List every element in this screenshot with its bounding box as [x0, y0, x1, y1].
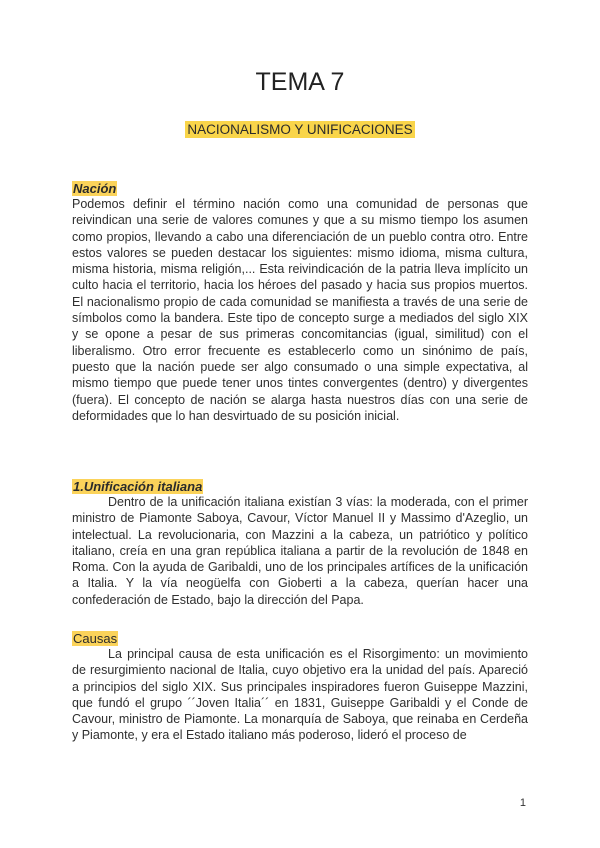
- page-number: 1: [519, 797, 526, 809]
- section-heading: [72, 181, 528, 196]
- subtitle-highlight: NACIONALISMO Y UNIFICACIONES: [187, 122, 413, 137]
- section-nacion: [72, 181, 528, 424]
- section-heading: [72, 479, 528, 494]
- heading-highlight: Causas: [73, 631, 118, 646]
- page-subtitle: [0, 122, 600, 137]
- section-paragraph: Dentro de la unificación italiana existían 3 vías: la moderada, con el primer ministro de Piamonte Saboya, Cavour, Víctor Manuel II y Massimo d'Azeglio, un intelectual. La revolucionaria, con Mazzini a la cabeza, un patriótico y político italiano, creía en una gran república italiana a partir de la revolución de 1848 en Roma. Con la ayuda de Garibaldi, uno de los principales artífices de la unificación a Italia. Y la vía neogüelfa con Gioberti a la cabeza, querían hacer una confederación de Estado, bajo la dirección del Papa.: [72, 495, 528, 607]
- section-paragraph: Podemos definir el término nación como una comunidad de personas que reivindican una serie de valores comunes y que a su mismo tiempo los asumen como propios, llevando a cabo una diferenciación de un pueblo contra otro. Entre estos valores se pueden destacar los siguientes: mismo idioma, misma cultura, misma historia, misma religión,... Esta reivindicación de la patria lleva implícito un culto hacia el territorio, hacia los héroes del pasado y hacia sus propios muertos. El nacionalismo propio de cada comunidad se manifiesta a través de una serie de símbolos como la bandera. Este tipo de concepto surge a mediados del siglo XIX y se opone a pesar de sus primeras concomitancias (igual, similitud) con el liberalismo. Otro error frecuente es establecerlo como un sinónimo de país, puesto que la nación puede ser algo consumado o una simple expectativa, al mismo tiempo que puede tener unos tintes convergentes (dentro) y divergentes (fuera). El concepto de nación se alarga hasta nuestros días con una serie de deformidades que lo han desvirtuado de su posición inicial.: [72, 197, 528, 423]
- section-unificacion-italiana: [72, 479, 528, 608]
- section-heading: [72, 631, 528, 646]
- section-causas: [72, 631, 528, 744]
- section-paragraph: La principal causa de esta unificación es el Risorgimento: un movimiento de resurgimiento nacional de Italia, cuyo objetivo era la unidad del país. Apareció a principios del siglo XIX. Sus principales inspiradores fueron Guiseppe Mazzini, que fundó el grupo ´´Joven Italia´´ en 1831, Guiseppe Garibaldi y el Conde de Cavour, ministro de Piamonte. La monarquía de Saboya, que reinaba en Cerdeña y Piamonte, y era el Estado italiano más poderoso, lideró el proceso de: [72, 647, 528, 743]
- page-title: TEMA 7: [255, 68, 345, 96]
- heading-highlight: 1.Unificación italiana: [73, 479, 203, 494]
- heading-highlight: Nación: [73, 181, 117, 196]
